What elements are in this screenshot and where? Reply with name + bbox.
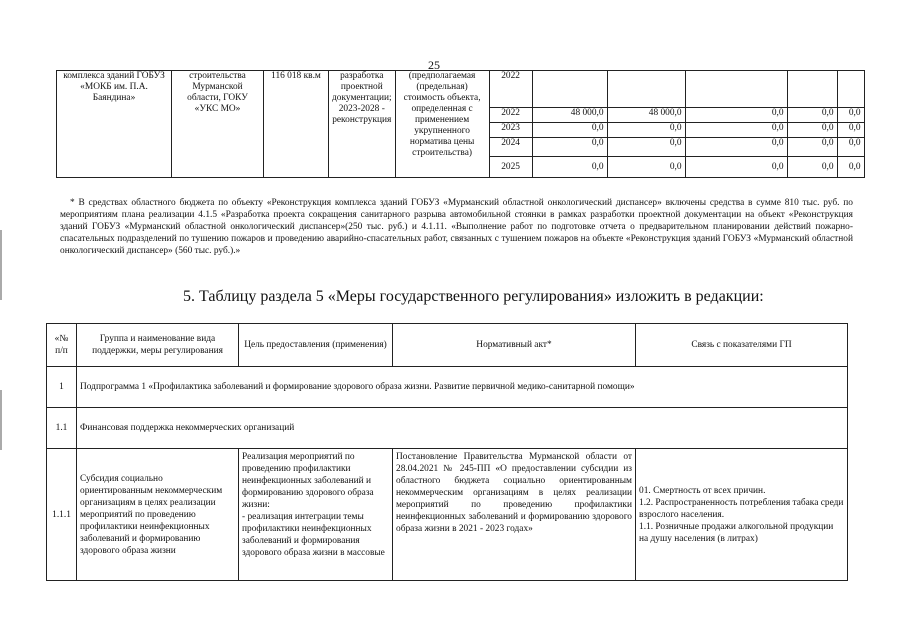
value-cell: 0,0 [837,157,864,178]
work-text: разработка проектной документации; 2023-2028 - реконструкция [332,71,392,125]
value-cell [532,71,607,108]
cost-note-cell [395,71,489,178]
value-cell [607,71,685,108]
footnote: * В средствах областного бюджета по объекту «Реконструкция комплекса зданий ГОБУЗ «Мурманский областной онкологический диспансер» включены средства в сумме 810 тыс. руб. по мероприятиям плана реализации 4.1.5 «Разработка проекта сокращения санитарного разрыва автомобильной стоянки в рамках разработки проектной документации на объект «Реконструкция зданий ГОБУЗ «Мурманский областной онкологический диспансер»(250 тыс. руб.) и 4.1.11. «Выполнение работ по подготовке отчета о предварительном планировании действий пожарно-спасательных подразделений по тушению пожаров и проведению аварийно-спасательных работ, связанных с тушением пожаров на объекте «Реконструкция зданий ГОБУЗ «Мурманский областной онкологический диспансер» (560 тыс. руб.).» [60,198,853,256]
object-name-cell [57,71,172,178]
year-cell: 2025 [489,157,532,178]
year-cell: 2022 [489,108,532,123]
value-cell: 0,0 [685,138,787,157]
scan-edge-mark [0,390,2,450]
value-cell: 0,0 [837,138,864,157]
indicator-text: 1.1. Розничные продажи алкогольной продукции на душу населения (в литрах) [639,521,834,544]
value-cell: 0,0 [607,138,685,157]
year-cell: 2022 [489,71,532,108]
value-cell: 0,0 [532,157,607,178]
value-cell: 0,0 [685,157,787,178]
value-cell: 0,0 [685,108,787,123]
value-cell: 0,0 [787,108,837,123]
indicator-text: 1.2. Распространенность потребления табака среди взрослого населения. [639,497,844,520]
work-cell [329,71,396,178]
value-cell [685,71,787,108]
header-group: Группа и наименование вида поддержки, меры регулирования [77,324,239,367]
scan-edge-mark [0,230,2,300]
regulation-table [46,323,848,581]
header-act: Нормативный акт* [393,324,636,367]
year-cell: 2023 [489,123,532,138]
row-num: 1.1 [47,408,77,449]
support-group-cell: Субсидия социально ориентированным некоммерческим организациям в целях реализации мероприятий по проведению профилактики неинфекционных заболеваний и формированию здорового образа жизни [77,449,239,581]
value-cell: 0,0 [787,138,837,157]
value-cell: 0,0 [837,123,864,138]
header-link: Связь с показателями ГП [636,324,848,367]
value-cell: 0,0 [787,157,837,178]
value-cell: 48 000,0 [532,108,607,123]
header-goal: Цель предоставления (применения) [239,324,393,367]
value-cell: 0,0 [607,123,685,138]
value-cell: 0,0 [532,123,607,138]
value-cell: 0,0 [532,138,607,157]
value-cell: 48 000,0 [607,108,685,123]
value-cell [787,71,837,108]
indicator-text: 01. Смертность от всех причин. [639,485,766,496]
goal-cell [239,449,393,581]
builder-cell [172,71,264,178]
value-cell: 0,0 [607,157,685,178]
header-num: «№ п/п [47,324,77,367]
normative-act-cell: Постановление Правительства Мурманской области от 28.04.2021 № 245-ПП «О предоставлении субсидии из областного бюджета социально ориентированным некоммерческим организациям в целях реализации мероприятий по проведению профилактики неинфекционных заболеваний и формированию здорового образа жизни в 2021 - 2023 годах» [393,449,636,581]
budget-table [56,70,865,178]
page-number: 25 [428,58,440,72]
area-cell [264,71,329,178]
value-cell: 0,0 [787,123,837,138]
row-num: 1.1.1 [47,449,77,581]
builder-text: строительства Мурманской области, ГОКУ «УКС МО» [187,71,248,114]
area-text: 116 018 кв.м [271,71,321,81]
row-num: 1 [47,367,77,408]
value-cell: 0,0 [685,123,787,138]
cost-note: (предполагаемая (предельная) стоимость объекта, определенная с применением укрупненного норматива цены строительства) [403,71,481,158]
value-cell: 0,0 [837,108,864,123]
year-cell: 2024 [489,138,532,157]
indicator-link-cell [636,449,848,581]
support-type-title: Финансовая поддержка некоммерческих организаций [77,408,848,449]
value-cell [837,71,864,108]
goal-text: - реализация интеграции темы профилактики неинфекционных заболеваний и формирования здорового образа жизни в массовые [242,512,385,558]
subprogram-title: Подпрограмма 1 «Профилактика заболеваний и формирование здорового образа жизни. Развитие первичной медико-санитарной помощи» [77,367,848,408]
goal-text: Реализация мероприятий по проведению профилактики неинфекционных заболеваний и формированию здорового образа жизни: [242,452,374,510]
section-heading: 5. Таблицу раздела 5 «Меры государственного регулирования» изложить в редакции: [183,288,764,305]
object-name: комплекса зданий ГОБУЗ «МОКБ им. П.А. Баяндина» [63,71,165,103]
